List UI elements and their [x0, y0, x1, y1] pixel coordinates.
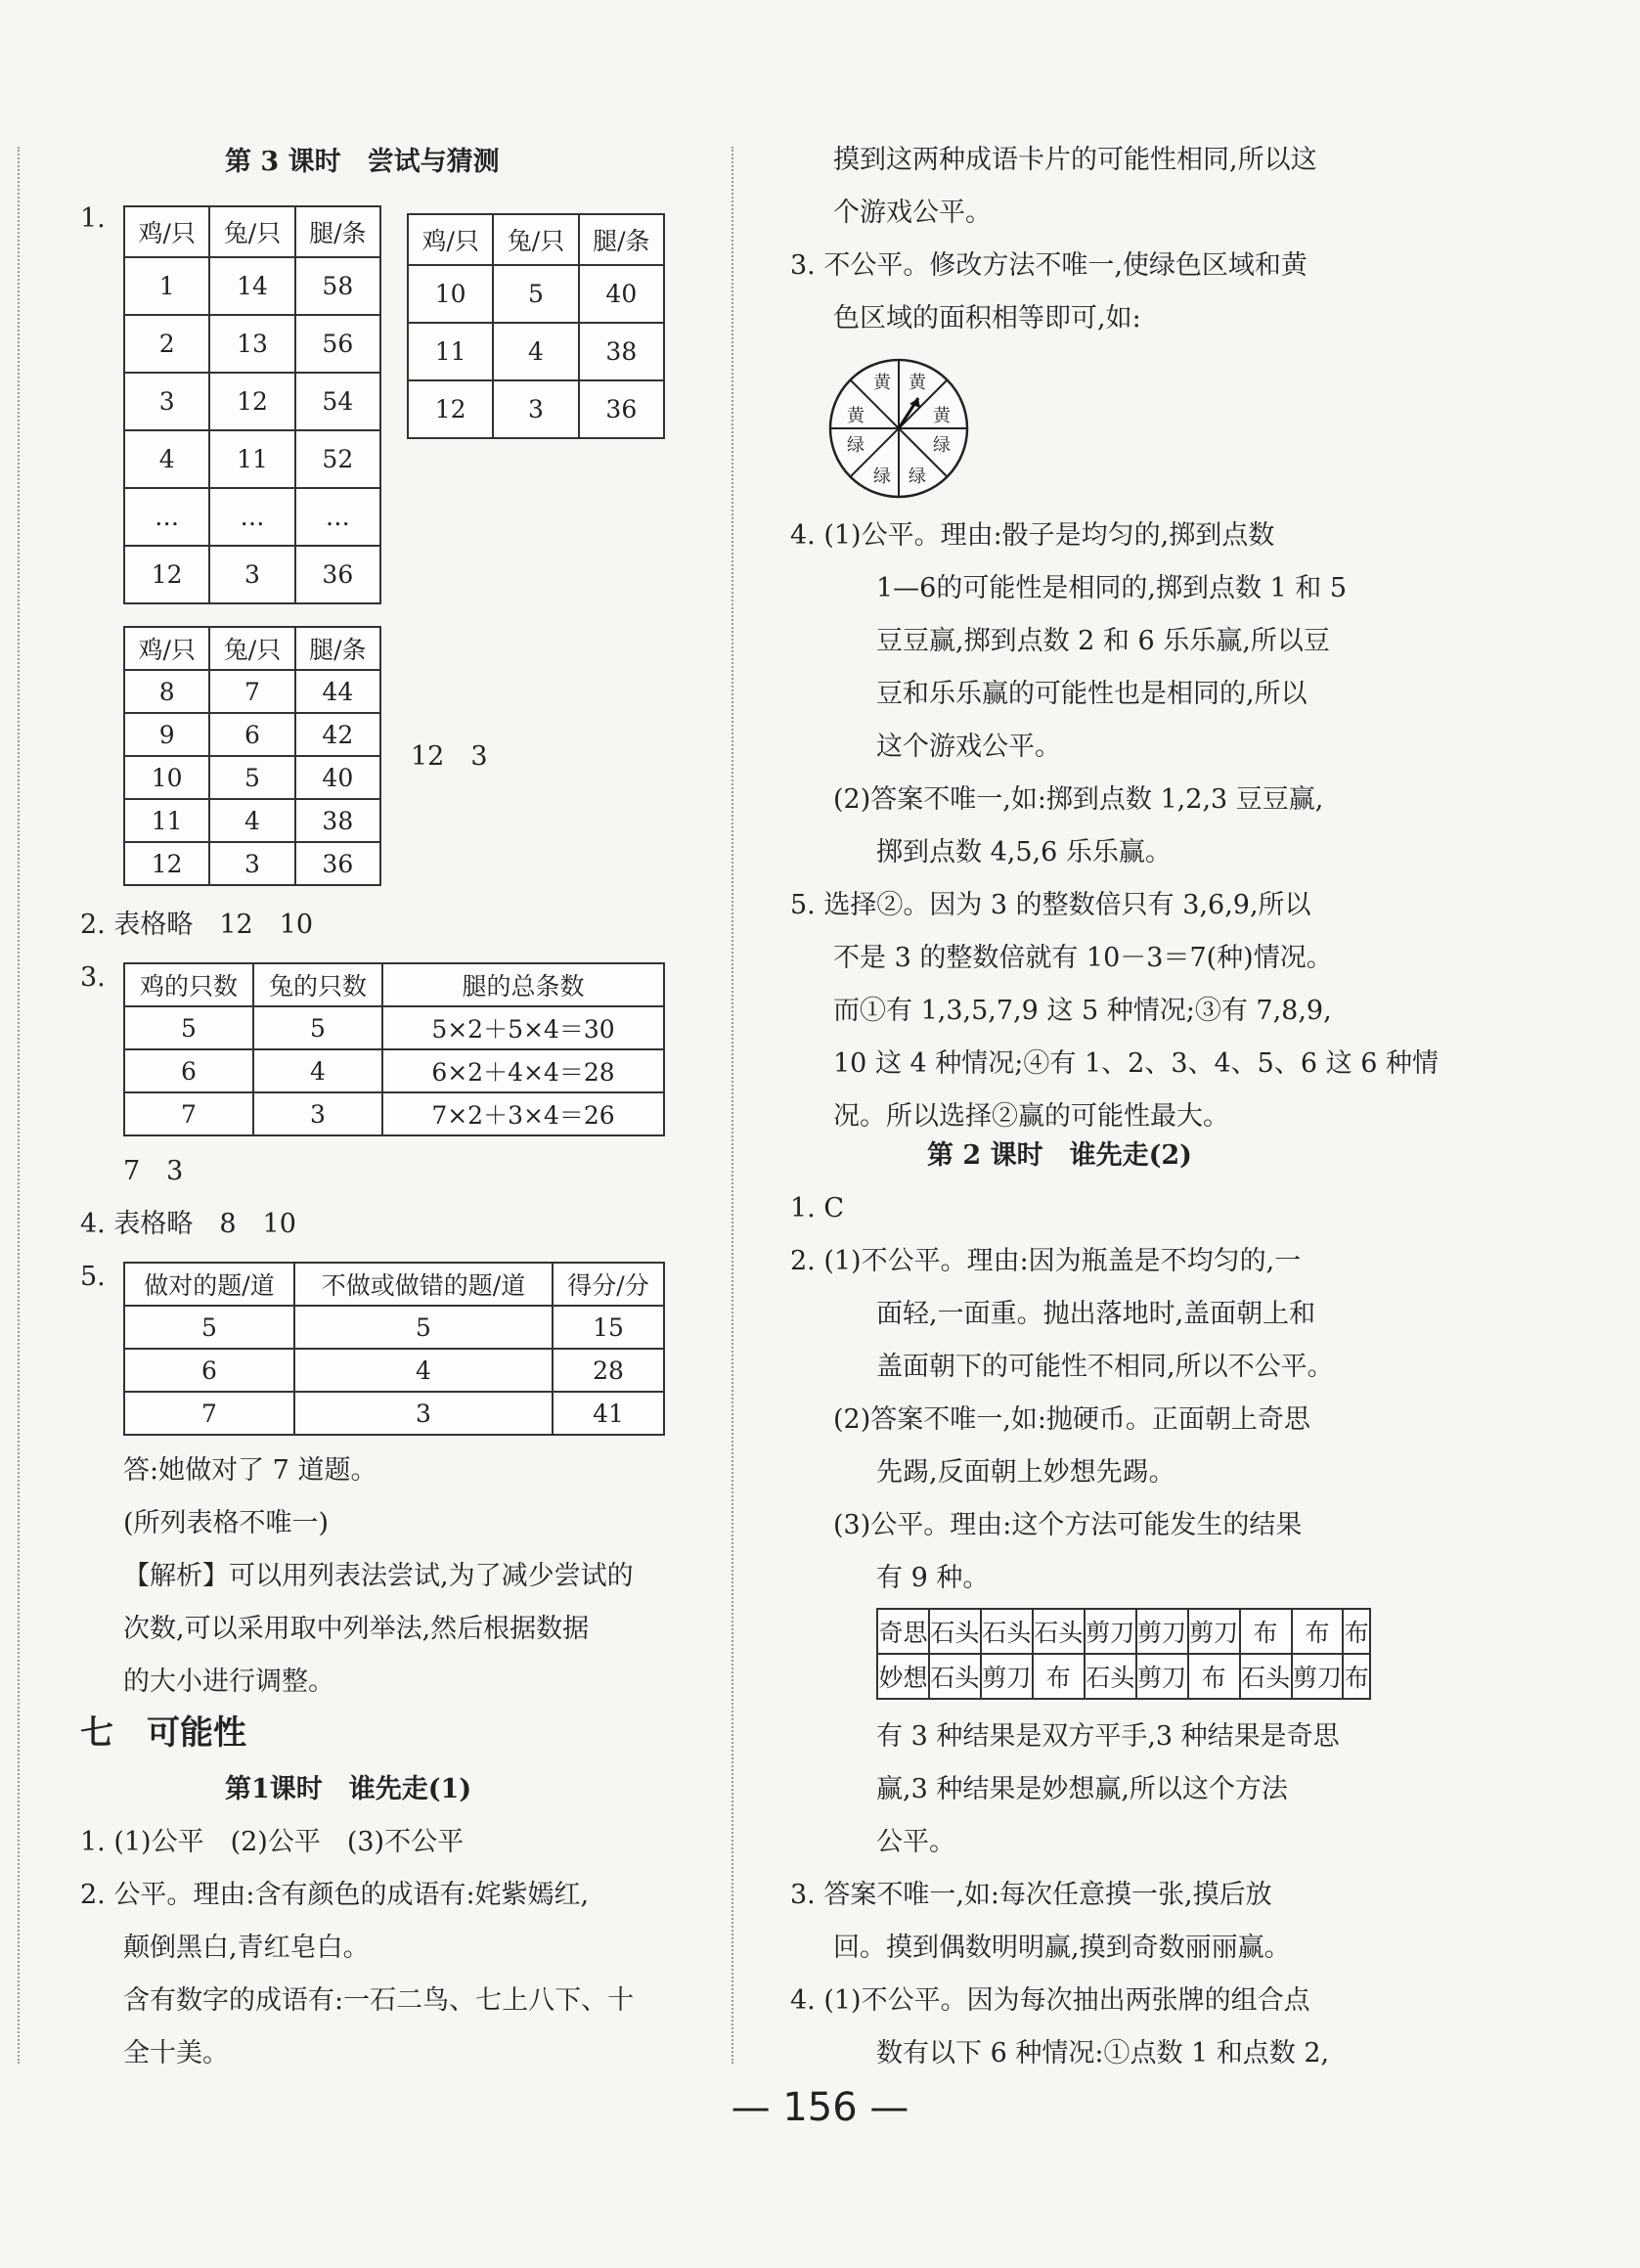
table-cell: …	[209, 488, 294, 546]
c2-answer: 含有数字的成语有:一石二鸟、七上八下、十	[123, 1985, 635, 2016]
table-header: 兔/只	[493, 214, 578, 265]
table-cell: 3	[294, 1392, 553, 1435]
q5-number: 5.	[80, 1262, 106, 1292]
table-cell: 石头	[1085, 1654, 1136, 1699]
q2-answer: 2. 表格略 12 10	[80, 910, 314, 940]
text-line: 豆和乐乐赢的可能性也是相同的,所以	[876, 679, 1308, 709]
table-cell: 妙想	[877, 1654, 929, 1699]
text-line: 有 9 种。	[876, 1563, 990, 1593]
table-cell: 5	[253, 1006, 382, 1049]
table-cell: 7	[124, 1392, 294, 1435]
table-cell: 剪刀	[981, 1654, 1033, 1699]
text-line: 1. C	[790, 1193, 845, 1223]
table-cell: 42	[295, 713, 380, 756]
text-line: 10 这 4 种情况;④有 1、2、3、4、5、6 这 6 种情	[833, 1048, 1439, 1079]
table-cell: 3	[124, 373, 209, 430]
table-cell: 38	[579, 323, 664, 380]
table-cell: 36	[295, 546, 380, 603]
spinner-diagram	[827, 357, 970, 500]
table-2	[407, 213, 665, 439]
text-line: 不是 3 的整数倍就有 10－3＝7(种)情况。	[833, 943, 1333, 973]
spinner-label: 绿	[933, 435, 951, 456]
table-cell: 28	[553, 1349, 664, 1392]
table-cell: 54	[295, 373, 380, 430]
spinner-label: 黄	[873, 373, 891, 393]
game-table	[876, 1608, 1371, 1700]
table-cell: 3	[253, 1092, 382, 1135]
analysis-line: 次数,可以采用取中列举法,然后根据数据	[123, 1614, 590, 1644]
text-line: 回。摸到偶数明明赢,摸到奇数丽丽赢。	[833, 1933, 1291, 1963]
text-line: (2)答案不唯一,如:掷到点数 1,2,3 豆豆赢,	[833, 784, 1324, 815]
table-cell: 5	[124, 1306, 294, 1349]
text-line: 赢,3 种结果是妙想赢,所以这个方法	[876, 1774, 1288, 1804]
analysis-line: 【解析】可以用列表法尝试,为了减少尝试的	[123, 1561, 634, 1591]
q1-number: 1.	[80, 203, 106, 234]
analysis-line: 的大小进行调整。	[123, 1667, 334, 1697]
table-cell: 10	[124, 756, 209, 799]
text-line: 1—6的可能性是相同的,掷到点数 1 和 5	[876, 573, 1348, 603]
table-header: 兔的只数	[253, 963, 382, 1006]
table-cell: 布	[1292, 1609, 1344, 1654]
table-header: 腿的总条数	[382, 963, 664, 1006]
table-cell: 12	[124, 842, 209, 885]
text-line: 盖面朝下的可能性不相同,所以不公平。	[876, 1352, 1334, 1382]
table-cell: 7	[124, 1092, 253, 1135]
text-line: 而①有 1,3,5,7,9 这 5 种情况;③有 7,8,9,	[833, 996, 1332, 1026]
lesson2-title: 第 2 课时 谁先走(2)	[927, 1140, 1192, 1171]
text-line: 个游戏公平。	[833, 198, 992, 228]
table-cell: 3	[209, 546, 294, 603]
table-header: 不做或做错的题/道	[294, 1263, 553, 1306]
q3-number: 3.	[80, 962, 106, 993]
text-line: 先踢,反面朝上妙想先踢。	[876, 1457, 1175, 1488]
table-cell: 5×2＋5×4＝30	[382, 1006, 664, 1049]
table-header: 兔/只	[209, 627, 294, 670]
table-cell: 11	[408, 323, 493, 380]
table-cell: 7	[209, 670, 294, 713]
table-cell: 布	[1343, 1654, 1370, 1699]
table-header: 鸡的只数	[124, 963, 253, 1006]
text-line: 3. 不公平。修改方法不唯一,使绿色区域和黄	[790, 250, 1308, 281]
table-cell: 石头	[1033, 1609, 1085, 1654]
table-cell: 4	[209, 799, 294, 842]
table-cell: 12	[124, 546, 209, 603]
table-header: 做对的题/道	[124, 1263, 294, 1306]
table-5	[123, 1262, 665, 1436]
chapter-title: 七 可能性	[80, 1713, 246, 1753]
table-cell: 9	[124, 713, 209, 756]
lesson3-title: 第 3 课时 尝试与猜测	[225, 147, 500, 177]
spinner-label: 绿	[873, 467, 891, 487]
q4-answer: 4. 表格略 8 10	[80, 1209, 296, 1239]
table-cell: 56	[295, 315, 380, 373]
text-line: 4. (1)不公平。因为每次抽出两张牌的组合点	[790, 1985, 1310, 2016]
table-cell: 15	[553, 1306, 664, 1349]
table-header: 腿/条	[579, 214, 664, 265]
spinner-label: 黄	[847, 406, 864, 426]
table-cell: 40	[295, 756, 380, 799]
table-cell: 布	[1343, 1609, 1370, 1654]
text-line: 摸到这两种成语卡片的可能性相同,所以这	[833, 145, 1317, 175]
table-cell: 8	[124, 670, 209, 713]
table-header: 鸡/只	[124, 206, 209, 257]
table-4	[123, 962, 665, 1136]
page-number: — 156 —	[731, 2085, 909, 2130]
table-cell: 剪刀	[1188, 1609, 1240, 1654]
table-cell: 布	[1240, 1609, 1292, 1654]
table-header: 得分/分	[553, 1263, 664, 1306]
text-line: (3)公平。理由:这个方法可能发生的结果	[833, 1510, 1303, 1540]
table-cell: 3	[209, 842, 294, 885]
q3-answer: 7 3	[123, 1156, 184, 1186]
table-cell: 4	[253, 1049, 382, 1092]
table-cell: 布	[1188, 1654, 1240, 1699]
text-line: 有 3 种结果是双方平手,3 种结果是奇思	[876, 1721, 1340, 1752]
table-cell: 11	[124, 799, 209, 842]
table-3-answer: 12 3	[411, 741, 488, 772]
text-line: 掷到点数 4,5,6 乐乐赢。	[876, 837, 1172, 867]
table-3	[123, 626, 381, 886]
column-divider	[731, 147, 733, 2064]
table-header: 鸡/只	[124, 627, 209, 670]
table-cell: 石头	[1240, 1654, 1292, 1699]
q5-note: (所列表格不唯一)	[123, 1508, 330, 1538]
text-line: 2. (1)不公平。理由:因为瓶盖是不均匀的,一	[790, 1246, 1302, 1276]
table-cell: 剪刀	[1136, 1609, 1188, 1654]
table-1	[123, 205, 381, 604]
table-cell: 14	[209, 257, 294, 315]
text-line: 3. 答案不唯一,如:每次任意摸一张,摸后放	[790, 1880, 1272, 1910]
table-cell: 剪刀	[1136, 1654, 1188, 1699]
spinner-label: 黄	[909, 373, 926, 393]
text-line: 5. 选择②。因为 3 的整数倍只有 3,6,9,所以	[790, 890, 1311, 920]
table-cell: 奇思	[877, 1609, 929, 1654]
c2-answer: 颠倒黑白,青红皂白。	[123, 1933, 370, 1963]
text-line: (2)答案不唯一,如:抛硬币。正面朝上奇思	[833, 1404, 1310, 1435]
table-header: 腿/条	[295, 206, 380, 257]
table-cell: 38	[295, 799, 380, 842]
table-cell: 36	[579, 380, 664, 438]
table-cell: 41	[553, 1392, 664, 1435]
table-cell: 剪刀	[1292, 1654, 1344, 1699]
table-cell: 2	[124, 315, 209, 373]
table-cell: …	[295, 488, 380, 546]
table-header: 鸡/只	[408, 214, 493, 265]
table-cell: 12	[408, 380, 493, 438]
table-cell: 4	[124, 430, 209, 488]
table-cell: 5	[124, 1006, 253, 1049]
table-cell: 石头	[929, 1609, 981, 1654]
text-line: 公平。	[876, 1827, 955, 1857]
c1-answer: 1. (1)公平 (2)公平 (3)不公平	[80, 1827, 465, 1857]
text-line: 色区域的面积相等即可,如:	[833, 303, 1141, 334]
table-cell: 布	[1033, 1654, 1085, 1699]
table-cell: 6	[124, 1349, 294, 1392]
q5-answer: 答:她做对了 7 道题。	[123, 1455, 377, 1486]
table-cell: 7×2＋3×4＝26	[382, 1092, 664, 1135]
text-line: 豆豆赢,掷到点数 2 和 6 乐乐赢,所以豆	[876, 626, 1330, 656]
text-line: 数有以下 6 种情况:①点数 1 和点数 2,	[876, 2038, 1330, 2068]
spinner-label: 黄	[933, 406, 951, 426]
spinner-label: 绿	[909, 467, 926, 487]
table-cell: 12	[209, 373, 294, 430]
table-header: 兔/只	[209, 206, 294, 257]
table-cell: 13	[209, 315, 294, 373]
table-cell: 3	[493, 380, 578, 438]
table-cell: 4	[294, 1349, 553, 1392]
left-margin-divider	[18, 147, 20, 2064]
table-header: 腿/条	[295, 627, 380, 670]
table-cell: 40	[579, 265, 664, 323]
text-line: 面轻,一面重。抛出落地时,盖面朝上和	[876, 1299, 1316, 1329]
table-cell: 石头	[929, 1654, 981, 1699]
table-cell: 剪刀	[1085, 1609, 1136, 1654]
table-cell: 1	[124, 257, 209, 315]
table-cell: 5	[493, 265, 578, 323]
table-cell: 石头	[981, 1609, 1033, 1654]
table-cell: 6	[209, 713, 294, 756]
table-cell: 6	[124, 1049, 253, 1092]
lesson1-title: 第1课时 谁先走(1)	[225, 1774, 472, 1804]
spinner-label: 绿	[847, 435, 864, 456]
table-cell: 10	[408, 265, 493, 323]
table-cell: 4	[493, 323, 578, 380]
c2-answer: 全十美。	[123, 2038, 229, 2068]
table-cell: 6×2＋4×4＝28	[382, 1049, 664, 1092]
table-cell: …	[124, 488, 209, 546]
table-cell: 11	[209, 430, 294, 488]
table-cell: 52	[295, 430, 380, 488]
c2-answer: 2. 公平。理由:含有颜色的成语有:姹紫嫣红,	[80, 1880, 590, 1910]
table-cell: 44	[295, 670, 380, 713]
text-line: 况。所以选择②赢的可能性最大。	[833, 1101, 1229, 1132]
text-line: 4. (1)公平。理由:骰子是均匀的,掷到点数	[790, 520, 1275, 551]
table-cell: 5	[209, 756, 294, 799]
table-cell: 5	[294, 1306, 553, 1349]
table-cell: 36	[295, 842, 380, 885]
table-cell: 58	[295, 257, 380, 315]
text-line: 这个游戏公平。	[876, 732, 1061, 762]
